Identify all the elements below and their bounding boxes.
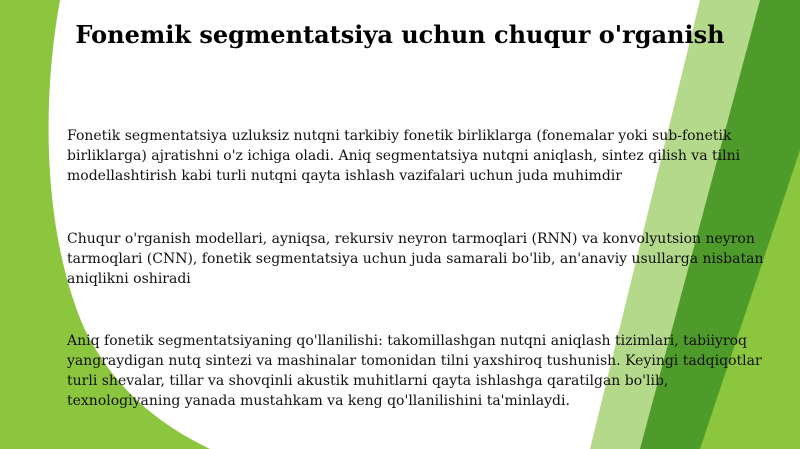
paragraph-3: Aniq fonetik segmentatsiyaning qo'llanilishi: takomillashgan nutqni aniqlash tizimlari, tabiiyroq yangraydigan nutq sintezi va mashinalar tomonidan tilni yaxshiroq tushunish. Keyingi tadqiqotlar turli shevalar, tillar va shovqinli akustik muhitlarni qayta ishlashga qaratilgan bo'lib, texnologiyaning yanada mustahkam va keng qo'llanilishini ta'minlaydi. <box>67 333 762 409</box>
paragraph-1: Fonetik segmentatsiya uzluksiz nutqni tarkibiy fonetik birliklarga (fonemalar yoki sub-fonetik birliklarga) ajratishni o'z ichiga oladi. Aniq segmentatsiya nutqni aniqlash, sintez qilish va tilni modellashtirish kabi turli nutqni qayta ishlash vazifalari uchun juda muhimdir <box>67 128 741 184</box>
paragraph-2: Chuqur o'rganish modellari, ayniqsa, rekursiv neyron tarmoqlari (RNN) va konvolyutsion neyron tarmoqlari (CNN), fonetik segmentatsiya uchun juda samarali bo'lib, an'anaviy usullarga nisbatan aniqlikni oshiradi <box>67 231 764 287</box>
slide-title: Fonemik segmentatsiya uchun chuqur o'rganish <box>75 20 725 49</box>
